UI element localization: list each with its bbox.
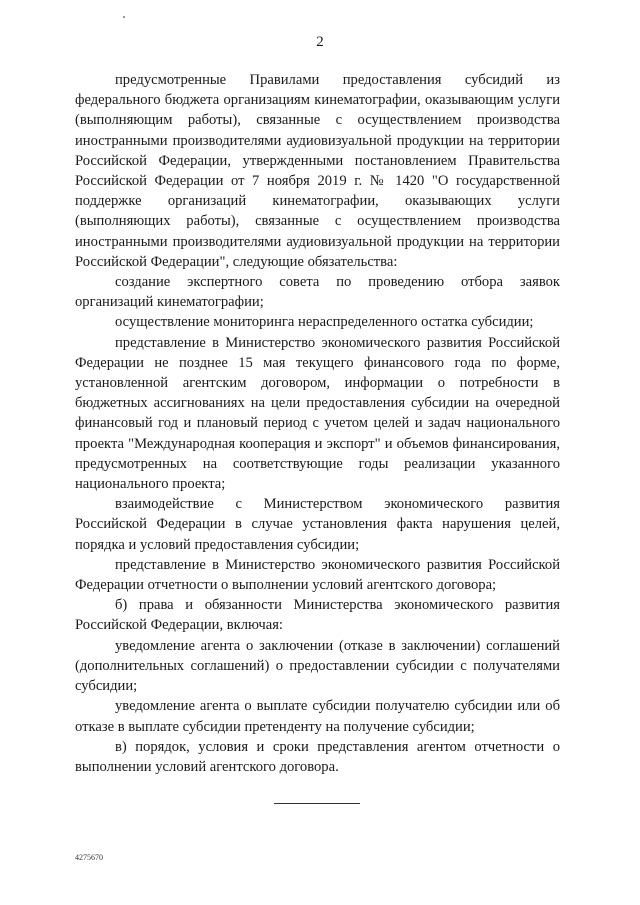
- page-number: 2: [316, 34, 324, 50]
- paragraph-reporting: представление в Министерство экономического развития Российской Федерации отчетности о выполнении условий агентского договора;: [75, 556, 560, 594]
- paragraph-ministry-rights: б) права и обязанности Министерства экономического развития Российской Федерации, включая:: [75, 597, 560, 634]
- end-separator-line: [274, 803, 360, 804]
- paragraph-notification-agreements: уведомление агента о заключении (отказе в заключении) соглашений (дополнительных соглашений) о предоставлении субсидии с получателями субсидии;: [75, 637, 560, 695]
- paragraph-monitoring: осуществление мониторинга нераспределенного остатка субсидии;: [115, 314, 534, 331]
- paragraph-obligations-intro: предусмотренные Правилами предоставления субсидий из федерального бюджета организациям кинематографии, оказывающим услуги (выполняющим работы), связанные с осуществлением производства иностранными производителями аудиовизуальной продукции на территории Российской Федерации, утвержденными постановлением Правительства Российской Федерации от 7 ноября 2019 г. № 1420 "О государственной поддержке организаций кинематографии, оказывающих услуги (выполняющих работы), связанные с осуществлением производства иностранными производителями аудиовизуальной продукции на территории Российской Федерации", следующие обязательства:: [75, 72, 560, 270]
- document-code: 4275670: [75, 853, 103, 862]
- document-body: [75, 70, 560, 777]
- paragraph-funding-needs: представление в Министерство экономического развития Российской Федерации не позднее 15 мая текущего финансового года по форме, установленной агентским договором, информации о потребности в бюджетных ассигнованиях на цели предоставления субсидии на очередной финансовый год и плановый период с учетом целей и задач национального проекта "Международная кооперация и экспорт" и объемов финансирования, предусмотренных на соответствующие годы реализации указанного национального проекта;: [75, 334, 560, 493]
- paragraph-expert-council: создание экспертного совета по проведению отбора заявок организаций кинематографии;: [75, 274, 560, 311]
- scan-dot: [123, 16, 125, 18]
- paragraph-reporting-procedure: в) порядок, условия и сроки представления агентом отчетности о выполнении условий агентского договора.: [75, 738, 560, 775]
- paragraph-interaction: взаимодействие с Министерством экономического развития Российской Федерации в случае установления факта нарушения целей, порядка и условий предоставления субсидии;: [75, 496, 560, 553]
- paragraph-notification-payment: уведомление агента о выплате субсидии получателю субсидии или об отказе в выплате субсидии претенденту на получение субсидии;: [75, 698, 560, 735]
